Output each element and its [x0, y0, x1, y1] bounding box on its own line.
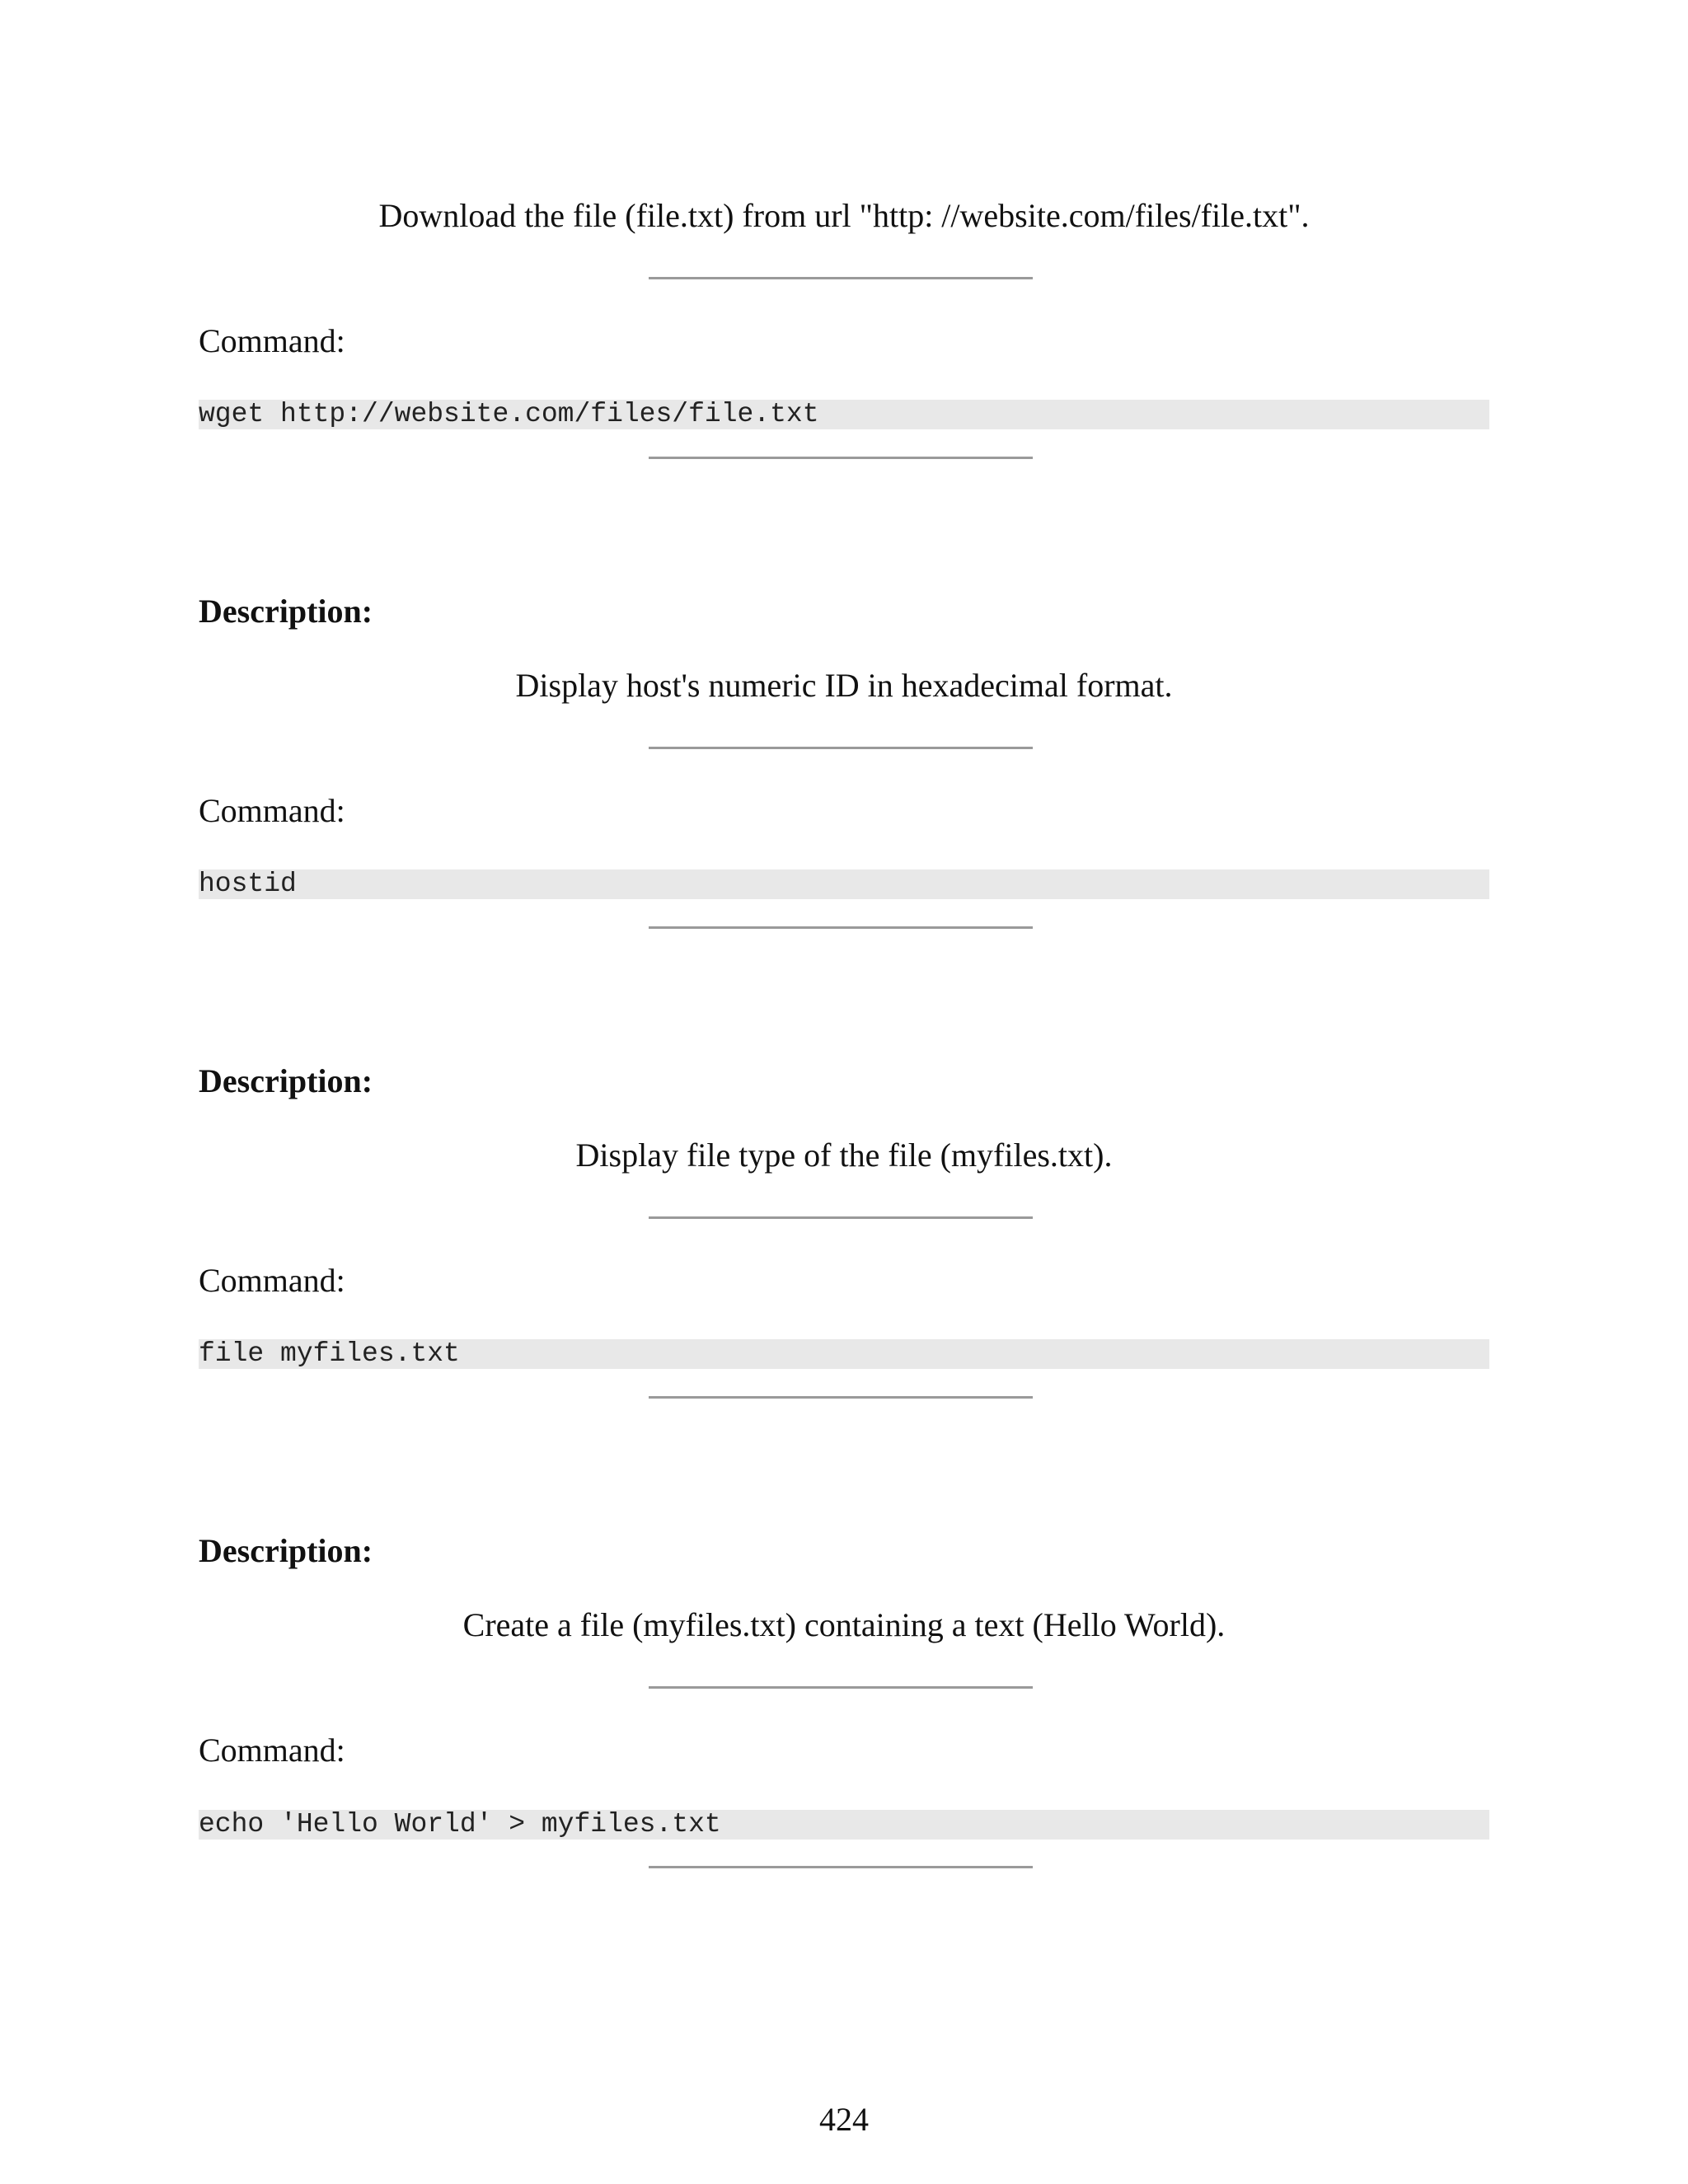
description-label: Description: — [199, 1532, 373, 1569]
command-label: Command: — [199, 322, 345, 359]
separator-rule — [649, 747, 1033, 749]
command-label: Command: — [199, 792, 345, 829]
separator-rule — [649, 1686, 1033, 1689]
code-block-background — [199, 869, 1489, 899]
separator-rule — [649, 1866, 1033, 1868]
separator-rule — [649, 277, 1033, 279]
separator-rule — [649, 1216, 1033, 1219]
command-code: echo 'Hello World' > myfiles.txt — [199, 1809, 721, 1840]
description-text: Display file type of the file (myfiles.txt). — [575, 1137, 1113, 1174]
separator-rule — [649, 926, 1033, 929]
separator-rule — [649, 457, 1033, 459]
page-number: 424 — [819, 2101, 869, 2138]
command-code: wget http://website.com/files/file.txt — [199, 399, 819, 429]
description-text: Download the file (file.txt) from url "http: //website.com/files/file.txt". — [378, 197, 1310, 234]
command-label: Command: — [199, 1732, 345, 1769]
description-label: Description: — [199, 1062, 373, 1099]
command-code: file myfiles.txt — [199, 1338, 460, 1369]
description-text: Display host's numeric ID in hexadecimal format. — [515, 667, 1173, 704]
description-text: Create a file (myfiles.txt) containing a text (Hello World). — [462, 1606, 1226, 1643]
description-label: Description: — [199, 593, 373, 630]
command-label: Command: — [199, 1262, 345, 1299]
command-code: hostid — [199, 869, 297, 899]
separator-rule — [649, 1396, 1033, 1399]
